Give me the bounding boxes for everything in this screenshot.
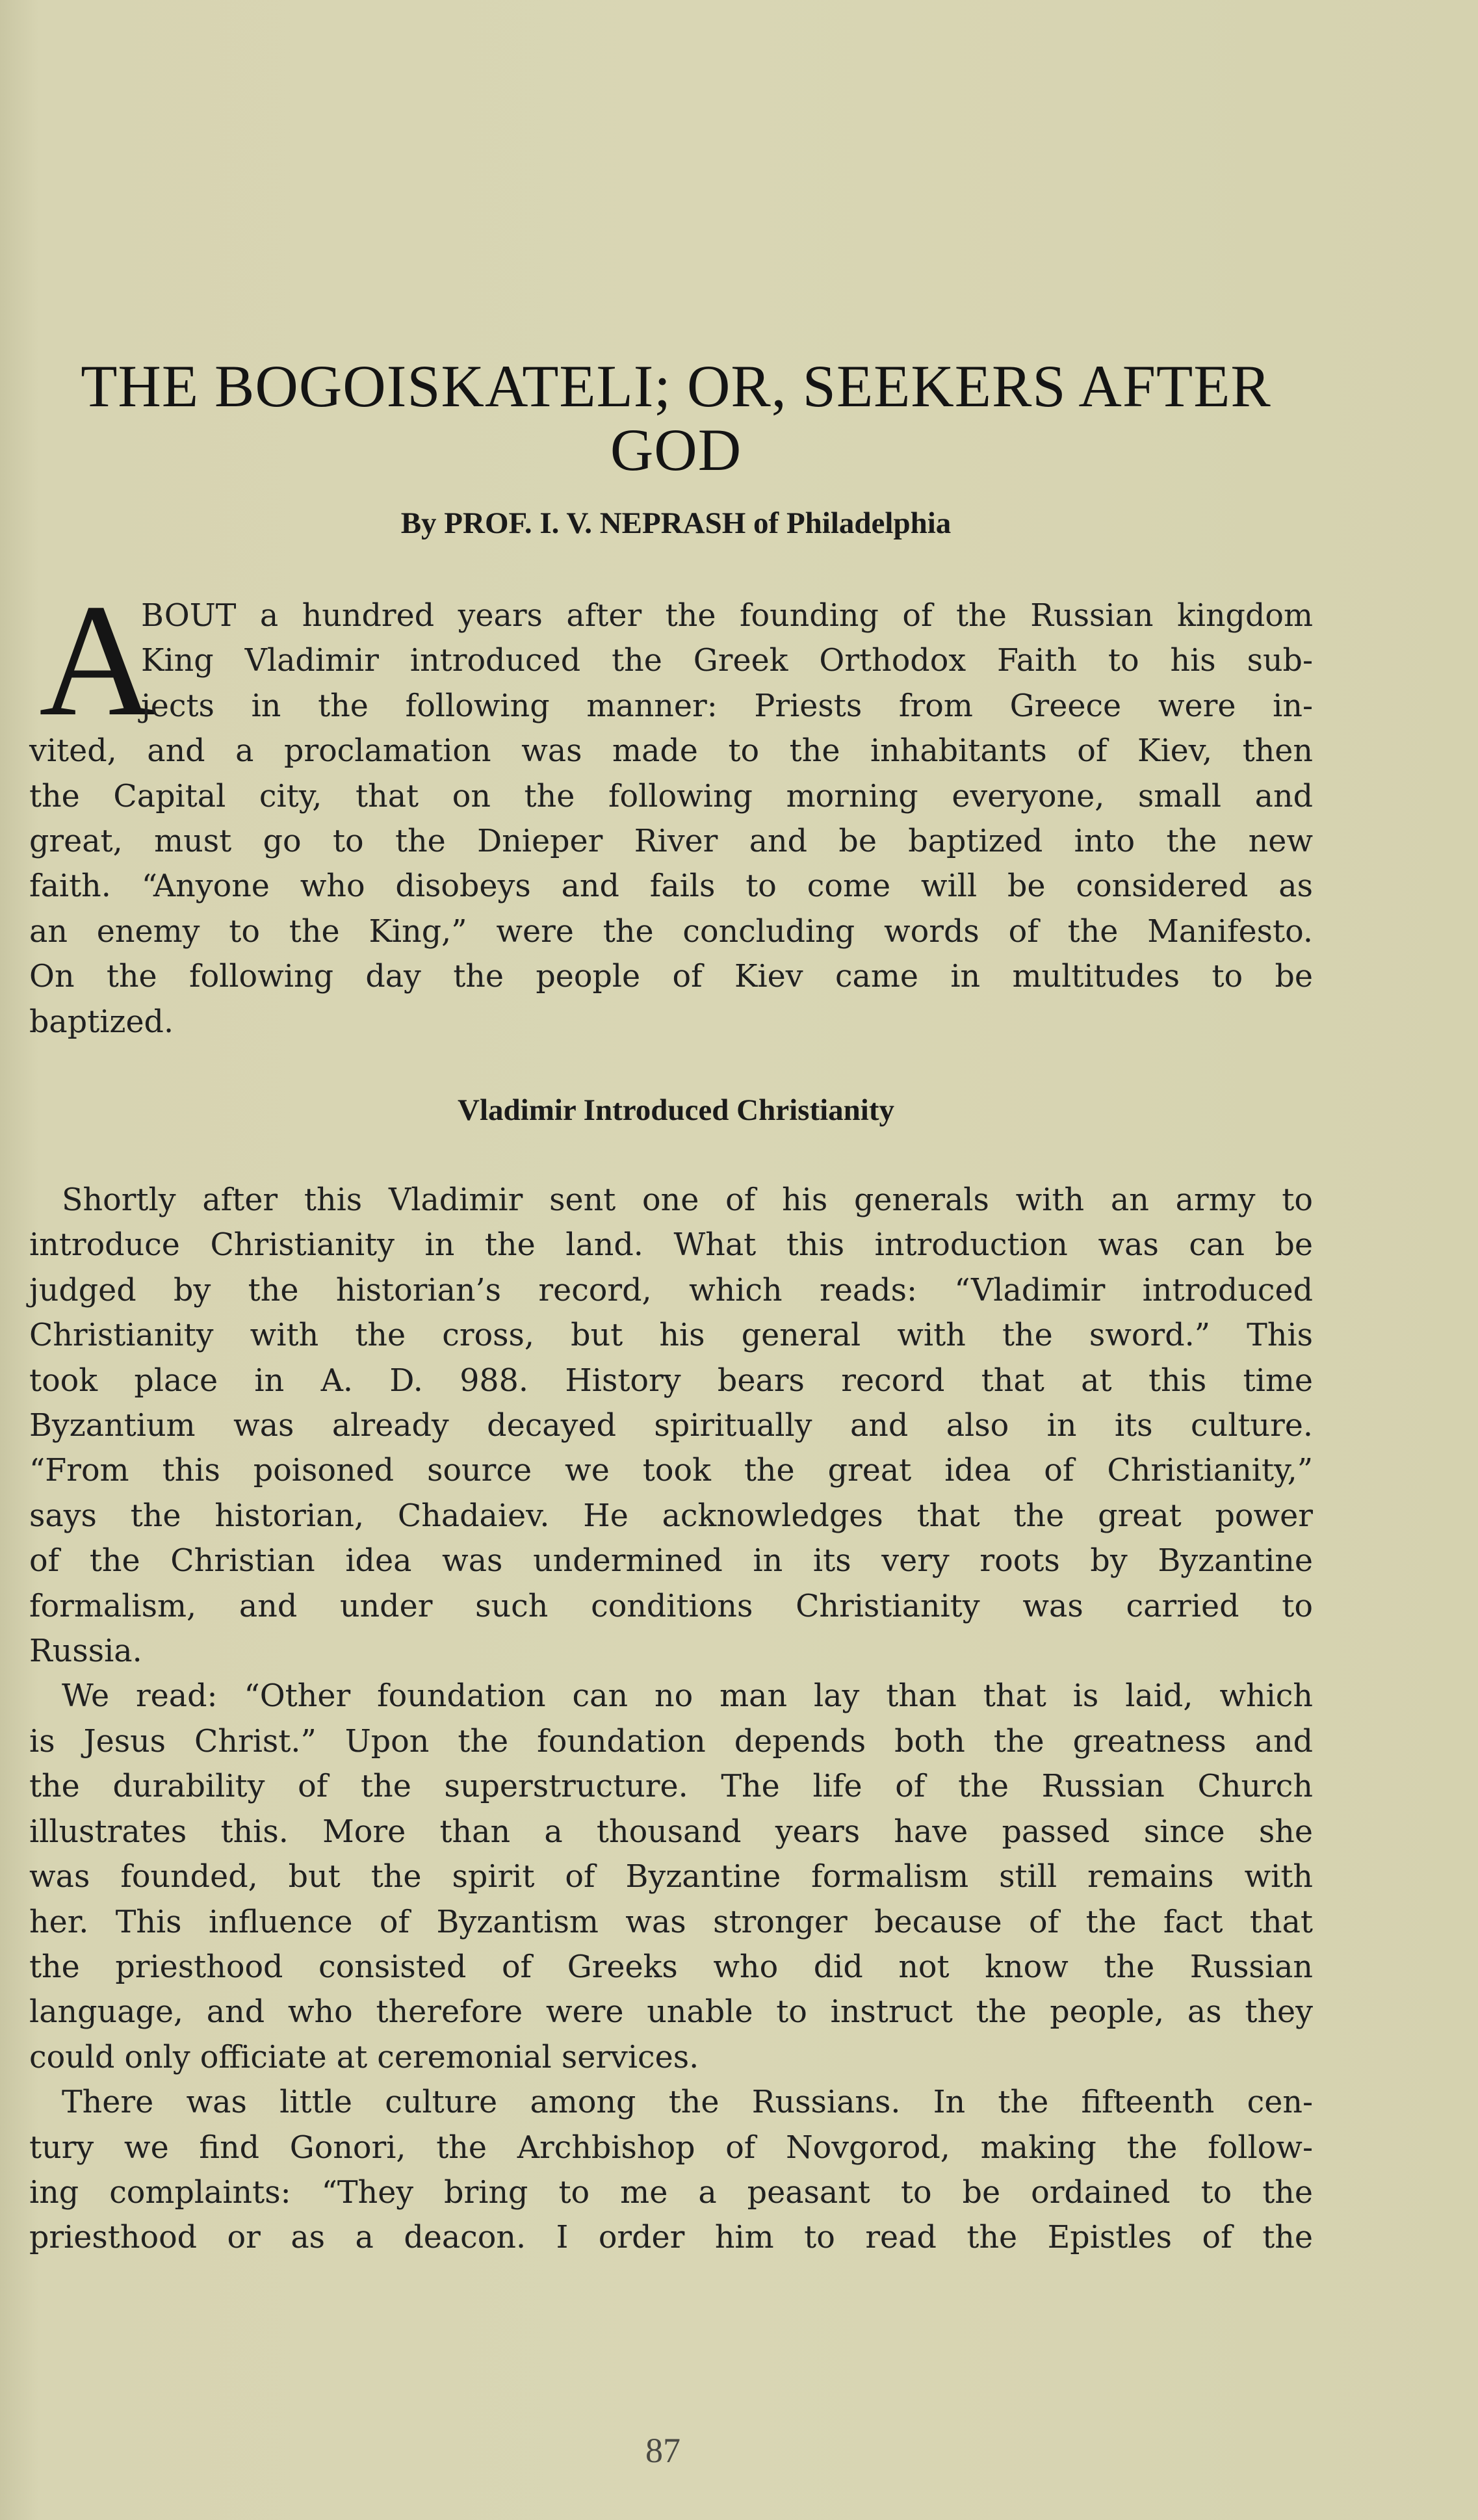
section-body <box>29 1178 1313 2261</box>
paragraph-line: priesthood or as a deacon. I order him to read the Epistles of the <box>29 2220 1313 2256</box>
paragraph-line: is Jesus Christ.” Upon the foundation depends both the greatness and <box>29 1723 1313 1760</box>
paragraph-line: faith. “Anyone who disobeys and fails to come will be considered as <box>29 868 1313 905</box>
paragraph-line: Christianity with the cross, but his general with the sword.” This <box>29 1318 1313 1354</box>
paragraph-line: an enemy to the King,” were the concluding words of the Manifesto. <box>29 913 1313 950</box>
page-number: 87 <box>645 2431 681 2470</box>
drop-cap: A <box>39 571 156 749</box>
paragraph-line: jects in the following manner: Priests from Greece were in- <box>141 688 1313 724</box>
paragraph-line: baptized. <box>29 1004 174 1040</box>
paragraph-line: says the historian, Chadaiev. He acknowledges that the great power <box>29 1498 1313 1534</box>
paragraph-line: BOUT a hundred years after the founding of the Russian kingdom <box>141 598 1313 634</box>
paragraph-line: introduce Christianity in the land. What this introduction was can be <box>29 1227 1313 1264</box>
paragraph-line: Russia. <box>29 1633 142 1670</box>
paragraph-line: Byzantium was already decayed spiritually and also in its culture. <box>29 1408 1313 1444</box>
paragraph-line: illustrates this. More than a thousand years have passed since she <box>29 1813 1313 1850</box>
paragraph-line: King Vladimir introduced the Greek Orthodox Faith to his sub- <box>141 643 1313 679</box>
paragraph-line: vited, and a proclamation was made to the inhabitants of Kiev, then <box>29 733 1313 770</box>
paragraph-line: On the following day the people of Kiev came in multitudes to be <box>29 959 1313 995</box>
intro-paragraph <box>29 571 1313 1045</box>
paragraph-line: was founded, but the spirit of Byzantine formalism still remains with <box>29 1859 1313 1895</box>
paragraph-line: great, must go to the Dnieper River and be baptized into the new <box>29 824 1313 860</box>
paragraph-line: formalism, and under such conditions Christianity was carried to <box>29 1588 1313 1624</box>
paragraph-line: the priesthood consisted of Greeks who did not know the Russian <box>29 1949 1313 1985</box>
title-line-2: GOD <box>610 417 742 483</box>
paragraph-line: We read: “Other foundation can no man lay than that is laid, which <box>62 1678 1313 1715</box>
paragraph-line: the durability of the superstructure. The life of the Russian Church <box>29 1769 1313 1805</box>
byline: By PROF. I. V. NEPRASH of Philadelphia <box>400 506 952 540</box>
paragraph-line: judged by the historian’s record, which reads: “Vladimir introduced <box>29 1272 1313 1308</box>
paragraph-line: language, and who therefore were unable to instruct the people, as they <box>29 1994 1313 2031</box>
paragraph-line: ing complaints: “They bring to me a peasant to be ordained to the <box>29 2174 1313 2211</box>
title-line-1: THE BOGOISKATELI; OR, SEEKERS AFTER <box>81 353 1271 419</box>
paragraph-line: took place in A. D. 988. History bears record that at this time <box>29 1362 1313 1399</box>
paragraph-line: “From this poisoned source we took the great idea of Christianity,” <box>29 1453 1313 1489</box>
paragraph-line: tury we find Gonori, the Archbishop of Novgorod, making the follow- <box>29 2129 1313 2166</box>
section-heading: Vladimir Introduced Christianity <box>458 1093 894 1127</box>
paragraph-line: her. This influence of Byzantism was stronger because of the fact that <box>29 1904 1313 1940</box>
paragraph-line: could only officiate at ceremonial services. <box>29 2039 699 2075</box>
paragraph-line: the Capital city, that on the following morning everyone, small and <box>29 778 1313 814</box>
article-title <box>26 354 1326 482</box>
paragraph-line: There was little culture among the Russians. In the fifteenth cen- <box>62 2085 1313 2121</box>
paragraph-line: Shortly after this Vladimir sent one of his generals with an army to <box>62 1182 1313 1218</box>
paragraph-line: of the Christian idea was undermined in its very roots by Byzantine <box>29 1543 1313 1579</box>
